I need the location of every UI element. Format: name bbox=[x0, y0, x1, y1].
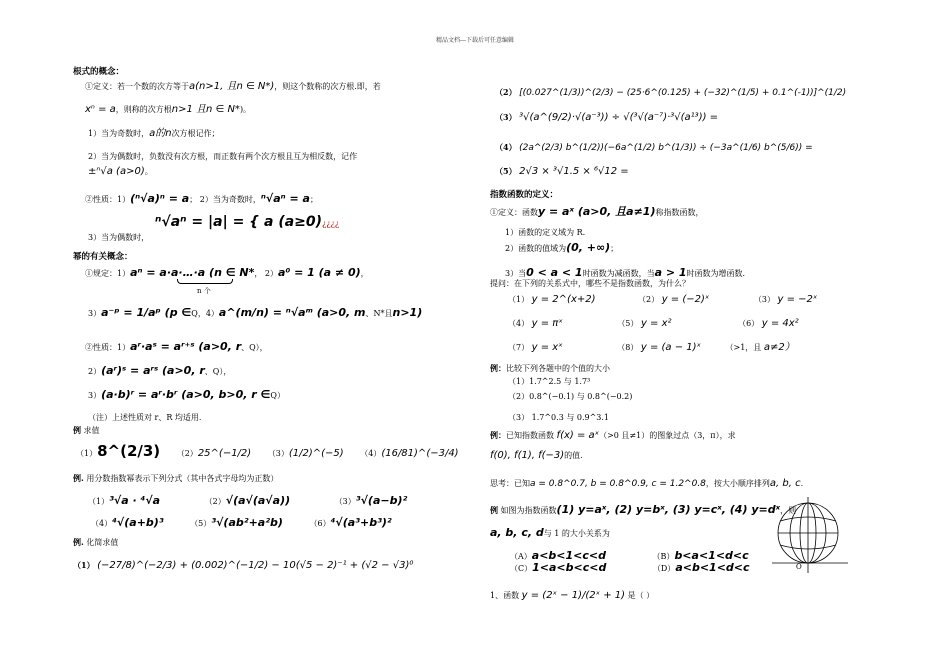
figure-example-line1: 例 如图为指数函数(1) y=aˣ, (2) y=bˣ, (3) y=cˣ, (4) y=dˣ，则 bbox=[490, 503, 797, 516]
range-statement: 2）函数的值域为(0, +∞)； bbox=[505, 241, 619, 254]
example-evaluate-heading: 例 求值 bbox=[73, 425, 100, 435]
compare-item3: （3） 1.7^0.3 与 0.9^3.1 bbox=[508, 413, 610, 422]
compare-heading: 例：比较下列各题中的个值的大小 bbox=[490, 363, 610, 373]
think-question: 思考：已知a = 0.8^0.7, b = 0.8^0.9, c = 1.2^0.8，按大小顺序排列a, b, c. bbox=[490, 478, 804, 489]
simplify-item4: （4） (2a^(2/3) b^(1/2))(−6a^(1/2) b^(1/3)) ÷ (−3a^(1/6) b^(5/6)) = bbox=[495, 142, 813, 153]
point-example-line2: f(0), f(1), f(−3)的值. bbox=[490, 450, 583, 461]
figure-origin-label: O bbox=[796, 563, 802, 571]
example-simplify-heading: 例. 化简求值 bbox=[73, 537, 119, 547]
root-definition-line2: xⁿ = a，则称的次方根n>1 且n ∈ N*)。 bbox=[85, 104, 252, 115]
figure-example-line2: a, b, c, d与 1 的大小关系为 bbox=[490, 526, 610, 539]
example-fraction-exponent-row1: （1）³√a · ⁴√a （2）√(a√(a√a)) （3）³√(a−b)² bbox=[88, 494, 408, 507]
compare-item1: （1）1.7^2.5 与 1.7³ bbox=[508, 377, 591, 386]
n-factors-brace bbox=[177, 279, 233, 284]
root-property-3-label: 3）当为偶数时， bbox=[88, 233, 150, 242]
properties-note: （注）上述性质对 r、R 均适用. bbox=[88, 413, 202, 422]
function-question: 1、函数 y = (2ˣ − 1)/(2ˣ + 1) 是（ ） bbox=[490, 590, 655, 601]
even-root-notation: ±ⁿ√a (a>0)。 bbox=[88, 166, 153, 177]
odd-root-notation: 1）当为奇数时，a的n次方根记作； bbox=[88, 128, 220, 139]
example-evaluate-items: （1）8^(2/3) （2）25^(−1/2) （3）(1/2)^(−5) （4）(16/81)^(−3/4) bbox=[76, 442, 459, 460]
power-title: 幂的有关概念： bbox=[73, 252, 133, 262]
power-property-3: 3）(a·b)ʳ = aʳ·bʳ (a>0, b>0, r ∈Q） bbox=[88, 388, 285, 401]
root-definition-line1: ①定义：若一个数的次方等于a(n>1, 且n ∈ N*)，则这个数称的次方根.即，若 bbox=[85, 81, 381, 92]
simplify-item3: （3） ³√(a^(9/2)·√(a⁻³)) ÷ √(³√(a⁻⁷)·³√(a¹³)) = bbox=[495, 112, 719, 123]
power-rule-3-4: 3）a⁻ᵖ = 1/aᵖ (p ∈Q，4）a^(m/n) = ⁿ√aᵐ (a>0, m、N*且n>1) bbox=[88, 306, 423, 319]
exponential-title: 指数函数的定义： bbox=[490, 190, 559, 200]
options-row2: （C）1<a<b<c<d （D）a<b<1<d<c bbox=[510, 561, 750, 574]
options-row1: （A）a<b<1<c<d （B）b<a<1<d<c bbox=[510, 549, 749, 562]
exponential-curves-figure bbox=[770, 495, 850, 575]
root-property-1-2: ②性质：1）(ⁿ√a)ⁿ = a； 2）当为奇数时，ⁿ√aⁿ = a； bbox=[85, 192, 318, 205]
question-prompt: 提问：在下列的关系式中，哪些不是指数函数，为什么？ bbox=[490, 279, 690, 288]
example-fraction-exponent-row2: （4）⁴√(a+b)³ （5）³√(ab²+a²b) （6）⁴√(a³+b³)² bbox=[91, 516, 392, 529]
example-fraction-exponent-heading: 例. 用分数指数幂表示下列分式（其中各式字母均为正数） bbox=[73, 473, 279, 483]
point-example-line1: 例：已知指数函数 f(x) = aˣ（>0 且≠1）的图象过点（3，π），求 bbox=[490, 430, 736, 441]
simplify-item2: （2） [(0.027^(1/3))^(2/3) − (25·6^(0.125) + (−32)^(1/5) + 0.1^(-1))]^(1/2) bbox=[495, 87, 847, 98]
monotonic-statement: 3）当0 < a < 1时函数为减函数，当a > 1时函数为增函数. bbox=[505, 266, 746, 279]
simplify-item5: （5） 2√3 × ³√1.5 × ⁶√12 = bbox=[495, 166, 629, 177]
page-header: 精品文档---下载后可任意编辑 bbox=[435, 37, 515, 44]
function-row-1: （1） y = 2^(x+2) （2） y = (−2)ˣ （3） y = −2ˣ bbox=[508, 294, 818, 305]
function-row-2: （4） y = πˣ （5） y = x² （6） y = 4x² bbox=[508, 318, 799, 329]
root-property-3-formula: ⁿ√aⁿ = |a| = { a (a≥0)¿¿¿¿ bbox=[155, 214, 340, 230]
example-simplify-item1: （1） (−27/8)^(−2/3) + (0.002)^(−1/2) − 10(√5 − 2)⁻¹ + (√2 − √3)⁰ bbox=[73, 560, 414, 571]
power-property-1: ②性质：1）aʳ·aˢ = aʳ⁺ˢ (a>0, r、Q）， bbox=[85, 340, 268, 353]
compare-item2: （2）0.8^(−0.1) 与 0.8^(−0.2) bbox=[508, 392, 633, 401]
n-factors-label: n 个 bbox=[197, 287, 211, 295]
even-root-note: 2）当为偶数时，负数没有次方根，而正数有两个次方根且互为相反数，记作 bbox=[88, 152, 358, 161]
power-property-2: 2）(aʳ)ˢ = aʳˢ (a>0, r、Q）， bbox=[88, 364, 232, 377]
exponential-definition: ①定义：函数y = aˣ (a>0, 且a≠1)称指数函数， bbox=[490, 205, 704, 218]
power-rule-1-2: ①规定：1）aⁿ = a·a·…·a (n ∈ N*， 2）a⁰ = 1 (a ≠ 0)， bbox=[85, 266, 369, 279]
domain-statement: 1）函数的定义域为 R. bbox=[505, 228, 586, 237]
function-row-3: （7） y = xˣ （8） y = (a − 1)ˣ （>1，且 a≠2） bbox=[508, 342, 795, 353]
roots-title: 根式的概念： bbox=[73, 67, 125, 77]
